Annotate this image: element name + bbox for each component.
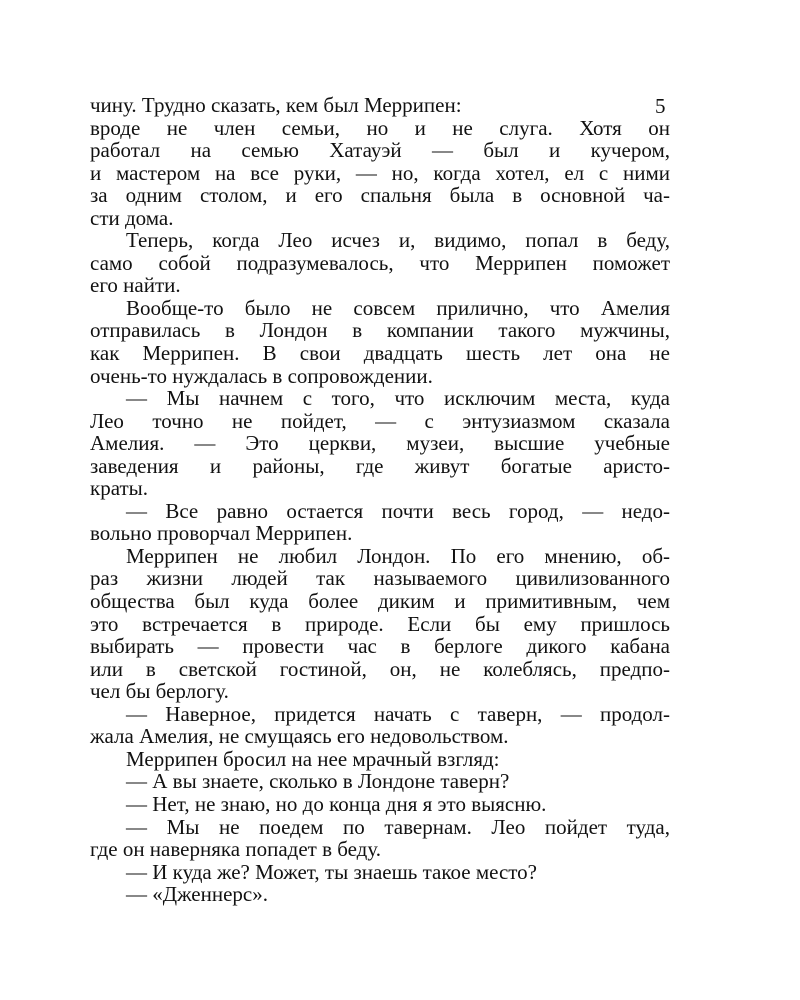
- text-line: где он наверняка попадет в беду.: [90, 837, 382, 862]
- text-line: чину. Трудно сказать, кем был Меррипен:: [90, 93, 462, 117]
- text-line: само собой подразумевалось, что Меррипен поможет: [90, 250, 670, 275]
- text-line: Меррипен не любил Лондон. По его мнению, об-: [126, 543, 670, 568]
- text-line: сти дома.: [90, 205, 174, 230]
- text-line: вольно проворчал Меррипен.: [90, 521, 353, 546]
- text-line: чел бы берлогу.: [90, 679, 229, 704]
- text-line: общества был куда более диким и примитивным, чем: [90, 589, 670, 614]
- text-line: очень-то нуждалась в сопровождении.: [90, 363, 433, 388]
- text-line: — А вы знаете, сколько в Лондоне таверн?: [126, 769, 510, 794]
- text-line: его найти.: [90, 273, 181, 298]
- text-line: Амелия. — Это церкви, музеи, высшие учебные: [90, 431, 670, 456]
- text-line: — Наверное, придется начать с таверн, — продол-: [126, 701, 670, 726]
- text-line: как Меррипен. В свои двадцать шесть лет она не: [90, 341, 670, 366]
- text-line: жала Амелия, не смущаясь его недовольством.: [90, 724, 509, 749]
- text-line: — «Дженнерс».: [126, 882, 268, 907]
- text-line: — Нет, не знаю, но до конца дня я это выясню.: [126, 791, 547, 816]
- text-line: — И куда же? Может, ты знаешь такое место?: [126, 859, 538, 884]
- text-line: отправилась в Лондон в компании такого мужчины,: [90, 318, 670, 343]
- text-line: Лео точно не пойдет, — с энтузиазмом сказала: [90, 408, 670, 433]
- text-line: раз жизни людей так называемого цивилизованного: [90, 566, 670, 591]
- text-line: вроде не член семьи, но и не слуга. Хотя он: [90, 115, 670, 140]
- text-line: за одним столом, и его спальня была в основной ча-: [90, 183, 670, 208]
- text-line: — Мы не поедем по тавернам. Лео пойдет туда,: [126, 814, 670, 839]
- text-line: — Мы начнем с того, что исключим места, куда: [126, 386, 670, 411]
- text-line: это встречается в природе. Если бы ему пришлось: [90, 611, 670, 636]
- text-line: Теперь, когда Лео исчез и, видимо, попал в беду,: [126, 228, 670, 253]
- text-line: Вообще-то было не совсем прилично, что Амелия: [126, 295, 670, 320]
- text-line: работал на семью Хатауэй — был и кучером,: [90, 138, 670, 163]
- page-number: 5: [655, 94, 666, 118]
- text-line: и мастером на все руки, — но, когда хотел, ел с ними: [90, 160, 670, 185]
- text-line: или в светской гостиной, он, не колеблясь, предпо-: [90, 656, 670, 681]
- text-line: краты.: [90, 476, 149, 501]
- text-line: заведения и районы, где живут богатые аристо-: [90, 453, 670, 478]
- text-line: — Все равно остается почти весь город, — недо-: [126, 498, 670, 523]
- text-line: Меррипен бросил на нее мрачный взгляд:: [126, 746, 500, 771]
- body-text: [90, 94, 670, 906]
- text-line: выбирать — провести час в берлоге дикого кабана: [90, 634, 670, 659]
